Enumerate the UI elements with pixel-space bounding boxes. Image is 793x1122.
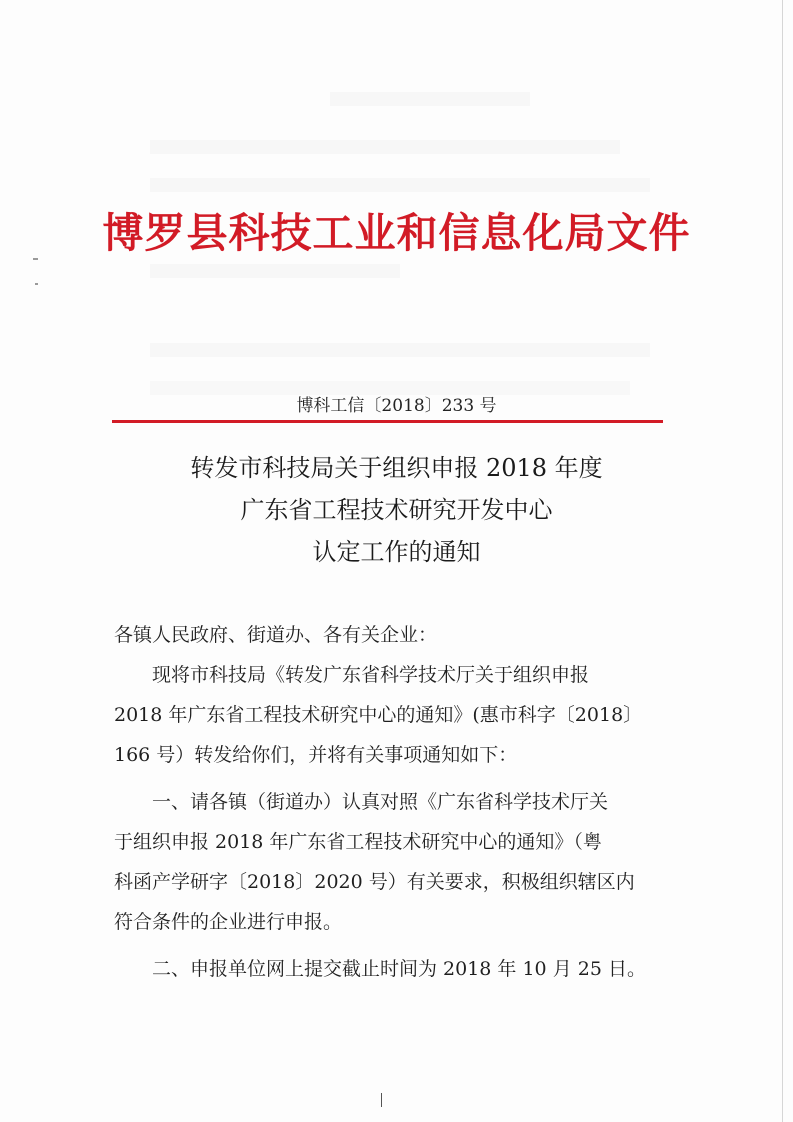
notice-title-line-3: 认定工作的通知 xyxy=(312,538,481,566)
item-1-line: 符合条件的企业进行申报。 xyxy=(114,911,343,933)
item-1-line: 一、请各镇（街道办）认真对照《广东省科学技术厅关 xyxy=(152,791,609,813)
item-1-line: 科函产学研字〔2018〕2020 号）有关要求，积极组织辖区内 xyxy=(114,871,635,893)
notice-title-line-1: 转发市科技局关于组织申报 2018 年度 xyxy=(190,454,603,482)
red-divider-rule xyxy=(112,420,663,423)
notice-title-line-2: 广东省工程技术研究开发中心 xyxy=(240,496,553,524)
bleed-through xyxy=(330,92,530,106)
paragraph-line: 166 号）转发给你们，并将有关事项通知如下： xyxy=(114,744,518,766)
paragraph-line: 2018 年广东省工程技术研究中心的通知》(惠市科字〔2018〕 xyxy=(114,704,643,726)
bleed-through xyxy=(150,140,620,154)
item-1-line: 于组织申报 2018 年广东省工程技术研究中心的通知》（粤 xyxy=(114,831,602,853)
document-number: 博科工信〔2018〕233 号 xyxy=(296,396,497,416)
paragraph-line: 现将市科技局《转发广东省科学技术厅关于组织申报 xyxy=(152,664,590,686)
item-2-line: 二、申报单位网上提交截止时间为 2018 年 10 月 25 日。 xyxy=(152,958,646,980)
salutation: 各镇人民政府、街道办、各有关企业： xyxy=(114,624,438,646)
scan-mark xyxy=(381,1093,382,1107)
bleed-through xyxy=(150,343,650,357)
scan-mark xyxy=(35,283,38,285)
bleed-through xyxy=(150,264,400,278)
bleed-through xyxy=(150,178,650,192)
letterhead-title: 博罗县科技工业和信息化局文件 xyxy=(102,209,691,257)
